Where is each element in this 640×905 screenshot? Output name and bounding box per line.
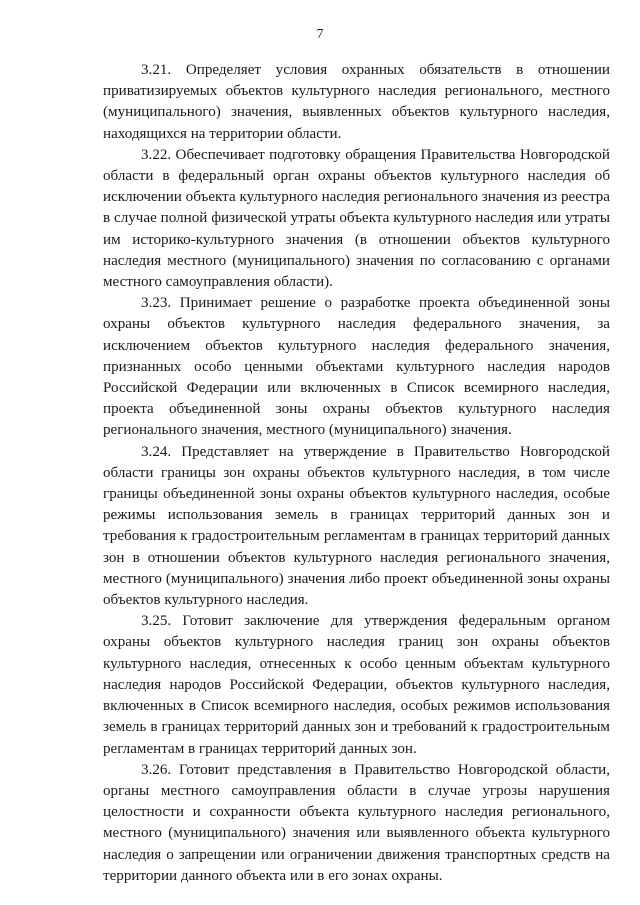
paragraph-3-26: 3.26. Готовит представления в Правительство Новгородской области, органы местного самоуправления области в случае угрозы нарушения целостности и сохранности объекта культурного наследия регионального, местного (муниципального) значения или выявленного объекта культурного наследия о запрещении или ограничении движения транспортных средств на территории данного объекта или в его зонах охраны. xyxy=(103,761,610,884)
paragraph-3-22: 3.22. Обеспечивает подготовку обращения Правительства Новгородской области в федеральный орган охраны объектов культурного наследия об исключении объекта культурного наследия регионального значения из реестра в случае полной физической утраты объекта культурного наследия или утраты им историко-культурного значения (в отношении объектов культурного наследия местного (муниципального) значения по согласованию с органами местного самоуправления области). xyxy=(103,146,610,291)
page-number: 7 xyxy=(316,27,324,42)
paragraph-3-23: 3.23. Принимает решение о разработке проекта объединенной зоны охраны объектов культурного наследия федерального значения, за исключением объектов культурного наследия федерального значения, признанных особо ценными объектами культурного наследия народов Российской Федерации или включенных в Список всемирного наследия, проекта объединенной зоны охраны объектов культурного наследия регионального значения, местного (муниципального) значения. xyxy=(103,295,610,439)
paragraph-3-25: 3.25. Готовит заключение для утверждения федеральным органом охраны объектов культурного наследия границ зон охраны объектов культурного наследия, отнесенных к особо ценным объектам культурного наследия народов Российской Федерации, объектов культурного наследия, включенных в Список всемирного наследия, особых режимов использования земель в границах территорий данных зон и требований к градостроительным регламентам в границах территорий данных зон. xyxy=(103,613,610,757)
paragraph-3-24: 3.24. Представляет на утверждение в Правительство Новгородской области границы зон охраны объектов культурного наследия, в том числе границы объединенной зоны охраны объектов культурного наследия, особые режимы использования земель в границах территорий данных зон и требования к градостроительным регламентам в границах территорий данных зон в отношении объектов культурного наследия регионального значения, местного (муниципального) значения либо проект объединенной зоны охраны объектов культурного наследия. xyxy=(103,443,610,609)
paragraph-3-21: 3.21. Определяет условия охранных обязательств в отношении приватизируемых объектов культурного наследия регионального, местного (муниципального) значения, выявленных объектов культурного наследия, находящихся на территории области. xyxy=(103,62,610,142)
document-body xyxy=(103,60,610,887)
